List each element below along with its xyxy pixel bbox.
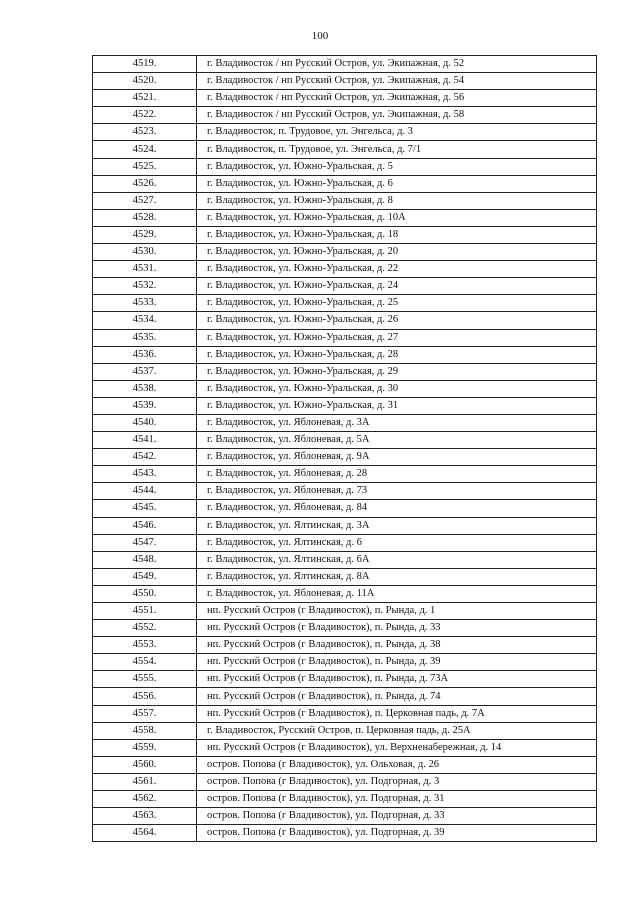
row-address: г. Владивосток, ул. Южно-Уральская, д. 31 [197, 397, 597, 414]
table-row [93, 808, 597, 825]
table-row [93, 244, 597, 261]
row-address: нп. Русский Остров (г Владивосток), п. Рында, д. 1 [197, 603, 597, 620]
row-address: остров. Попова (г Владивосток), ул. Подгорная, д. 3 [197, 773, 597, 790]
table-row [93, 756, 597, 773]
table-row [93, 620, 597, 637]
row-number: 4541. [93, 432, 197, 449]
row-address: г. Владивосток, ул. Южно-Уральская, д. 29 [197, 363, 597, 380]
row-address: г. Владивосток, ул. Яблоневая, д. 73 [197, 483, 597, 500]
row-number: 4534. [93, 312, 197, 329]
row-address: г. Владивосток, ул. Южно-Уральская, д. 20 [197, 244, 597, 261]
row-number: 4529. [93, 226, 197, 243]
table-row [93, 363, 597, 380]
row-address: нп. Русский Остров (г Владивосток), п. Рында, д. 33 [197, 620, 597, 637]
row-number: 4557. [93, 705, 197, 722]
row-address: нп. Русский Остров (г Владивосток), п. Рында, д. 74 [197, 688, 597, 705]
row-number: 4545. [93, 500, 197, 517]
row-number: 4564. [93, 825, 197, 842]
row-number: 4558. [93, 722, 197, 739]
table-row [93, 209, 597, 226]
table-row [93, 671, 597, 688]
table-row [93, 637, 597, 654]
row-address: г. Владивосток, ул. Южно-Уральская, д. 8 [197, 192, 597, 209]
table-row [93, 466, 597, 483]
row-address: г. Владивосток, ул. Яблоневая, д. 9А [197, 449, 597, 466]
row-number: 4519. [93, 56, 197, 73]
table-row [93, 791, 597, 808]
row-address: г. Владивосток, ул. Южно-Уральская, д. 26 [197, 312, 597, 329]
row-number: 4560. [93, 756, 197, 773]
row-number: 4563. [93, 808, 197, 825]
row-address: нп. Русский Остров (г Владивосток), п. Рында, д. 39 [197, 654, 597, 671]
row-address: г. Владивосток, ул. Яблоневая, д. 28 [197, 466, 597, 483]
page-number: 100 [311, 30, 329, 42]
row-number: 4543. [93, 466, 197, 483]
table-row [93, 380, 597, 397]
table-row [93, 534, 597, 551]
row-number: 4530. [93, 244, 197, 261]
row-number: 4559. [93, 739, 197, 756]
row-address: г. Владивосток / нп Русский Остров, ул. Экипажная, д. 58 [197, 107, 597, 124]
table-row [93, 329, 597, 346]
table-row [93, 654, 597, 671]
row-address: г. Владивосток, ул. Яблоневая, д. 5А [197, 432, 597, 449]
table-row [93, 705, 597, 722]
row-number: 4536. [93, 346, 197, 363]
row-address: г. Владивосток, ул. Ялтинская, д. 3А [197, 517, 597, 534]
table-row [93, 773, 597, 790]
row-number: 4537. [93, 363, 197, 380]
row-address: г. Владивосток, ул. Южно-Уральская, д. 25 [197, 295, 597, 312]
row-number: 4547. [93, 534, 197, 551]
row-address: г. Владивосток / нп Русский Остров, ул. Экипажная, д. 52 [197, 56, 597, 73]
row-number: 4520. [93, 73, 197, 90]
row-address: г. Владивосток, ул. Яблоневая, д. 84 [197, 500, 597, 517]
row-address: остров. Попова (г Владивосток), ул. Подгорная, д. 31 [197, 791, 597, 808]
row-address: нп. Русский Остров (г Владивосток), ул. Верхненабережная, д. 14 [197, 739, 597, 756]
row-address: г. Владивосток, ул. Яблоневая, д. 3А [197, 414, 597, 431]
table-row [93, 603, 597, 620]
row-number: 4528. [93, 209, 197, 226]
row-number: 4548. [93, 551, 197, 568]
row-address: г. Владивосток, ул. Ялтинская, д. 6 [197, 534, 597, 551]
row-address: остров. Попова (г Владивосток), ул. Подгорная, д. 33 [197, 808, 597, 825]
table-row [93, 278, 597, 295]
row-address: г. Владивосток, ул. Южно-Уральская, д. 30 [197, 380, 597, 397]
row-number: 4526. [93, 175, 197, 192]
row-address: г. Владивосток, ул. Южно-Уральская, д. 10А [197, 209, 597, 226]
row-number: 4538. [93, 380, 197, 397]
row-address: г. Владивосток / нп Русский Остров, ул. Экипажная, д. 56 [197, 90, 597, 107]
row-address: г. Владивосток, ул. Южно-Уральская, д. 22 [197, 261, 597, 278]
row-number: 4555. [93, 671, 197, 688]
row-address: г. Владивосток, Русский Остров, п. Церковная падь, д. 25А [197, 722, 597, 739]
table-row [93, 688, 597, 705]
table-row [93, 825, 597, 842]
row-number: 4522. [93, 107, 197, 124]
row-address: остров. Попова (г Владивосток), ул. Ольховая, д. 26 [197, 756, 597, 773]
row-number: 4525. [93, 158, 197, 175]
row-number: 4523. [93, 124, 197, 141]
table-row [93, 295, 597, 312]
row-number: 4535. [93, 329, 197, 346]
table-row [93, 226, 597, 243]
address-table [92, 55, 597, 842]
table-row [93, 432, 597, 449]
table-row [93, 141, 597, 158]
row-number: 4546. [93, 517, 197, 534]
row-address: г. Владивосток, ул. Южно-Уральская, д. 18 [197, 226, 597, 243]
table-row [93, 175, 597, 192]
row-address: г. Владивосток, ул. Ялтинская, д. 6А [197, 551, 597, 568]
table-row [93, 517, 597, 534]
row-address: г. Владивосток, ул. Южно-Уральская, д. 24 [197, 278, 597, 295]
table-row [93, 397, 597, 414]
row-number: 4561. [93, 773, 197, 790]
row-number: 4521. [93, 90, 197, 107]
row-number: 4551. [93, 603, 197, 620]
row-number: 4527. [93, 192, 197, 209]
row-number: 4542. [93, 449, 197, 466]
row-address: г. Владивосток, ул. Южно-Уральская, д. 27 [197, 329, 597, 346]
row-address: г. Владивосток, ул. Ялтинская, д. 8А [197, 568, 597, 585]
row-number: 4553. [93, 637, 197, 654]
row-number: 4524. [93, 141, 197, 158]
table-row [93, 414, 597, 431]
table-row [93, 346, 597, 363]
table-row [93, 500, 597, 517]
row-number: 4556. [93, 688, 197, 705]
row-number: 4531. [93, 261, 197, 278]
row-number: 4562. [93, 791, 197, 808]
table-row [93, 192, 597, 209]
table-row [93, 56, 597, 73]
row-number: 4539. [93, 397, 197, 414]
row-address: г. Владивосток, ул. Южно-Уральская, д. 6 [197, 175, 597, 192]
table-row [93, 90, 597, 107]
table-row [93, 739, 597, 756]
table-row [93, 312, 597, 329]
row-address: г. Владивосток, ул. Южно-Уральская, д. 5 [197, 158, 597, 175]
row-address: остров. Попова (г Владивосток), ул. Подгорная, д. 39 [197, 825, 597, 842]
row-number: 4552. [93, 620, 197, 637]
table-row [93, 124, 597, 141]
row-number: 4554. [93, 654, 197, 671]
row-address: нп. Русский Остров (г Владивосток), п. Церковная падь, д. 7А [197, 705, 597, 722]
table-row [93, 73, 597, 90]
table-row [93, 107, 597, 124]
row-number: 4550. [93, 585, 197, 602]
row-address: г. Владивосток, п. Трудовое, ул. Энгельса, д. 7/1 [197, 141, 597, 158]
row-address: г. Владивосток, ул. Южно-Уральская, д. 28 [197, 346, 597, 363]
row-address: г. Владивосток, п. Трудовое, ул. Энгельса, д. 3 [197, 124, 597, 141]
table-row [93, 568, 597, 585]
row-number: 4544. [93, 483, 197, 500]
row-address: г. Владивосток, ул. Яблоневая, д. 11А [197, 585, 597, 602]
address-table-body [93, 56, 597, 842]
table-row [93, 722, 597, 739]
table-row [93, 585, 597, 602]
row-address: нп. Русский Остров (г Владивосток), п. Рында, д. 73А [197, 671, 597, 688]
table-row [93, 158, 597, 175]
table-row [93, 551, 597, 568]
row-address: нп. Русский Остров (г Владивосток), п. Рында, д. 38 [197, 637, 597, 654]
row-address: г. Владивосток / нп Русский Остров, ул. Экипажная, д. 54 [197, 73, 597, 90]
table-row [93, 483, 597, 500]
row-number: 4549. [93, 568, 197, 585]
row-number: 4532. [93, 278, 197, 295]
table-row [93, 261, 597, 278]
table-row [93, 449, 597, 466]
row-number: 4540. [93, 414, 197, 431]
row-number: 4533. [93, 295, 197, 312]
